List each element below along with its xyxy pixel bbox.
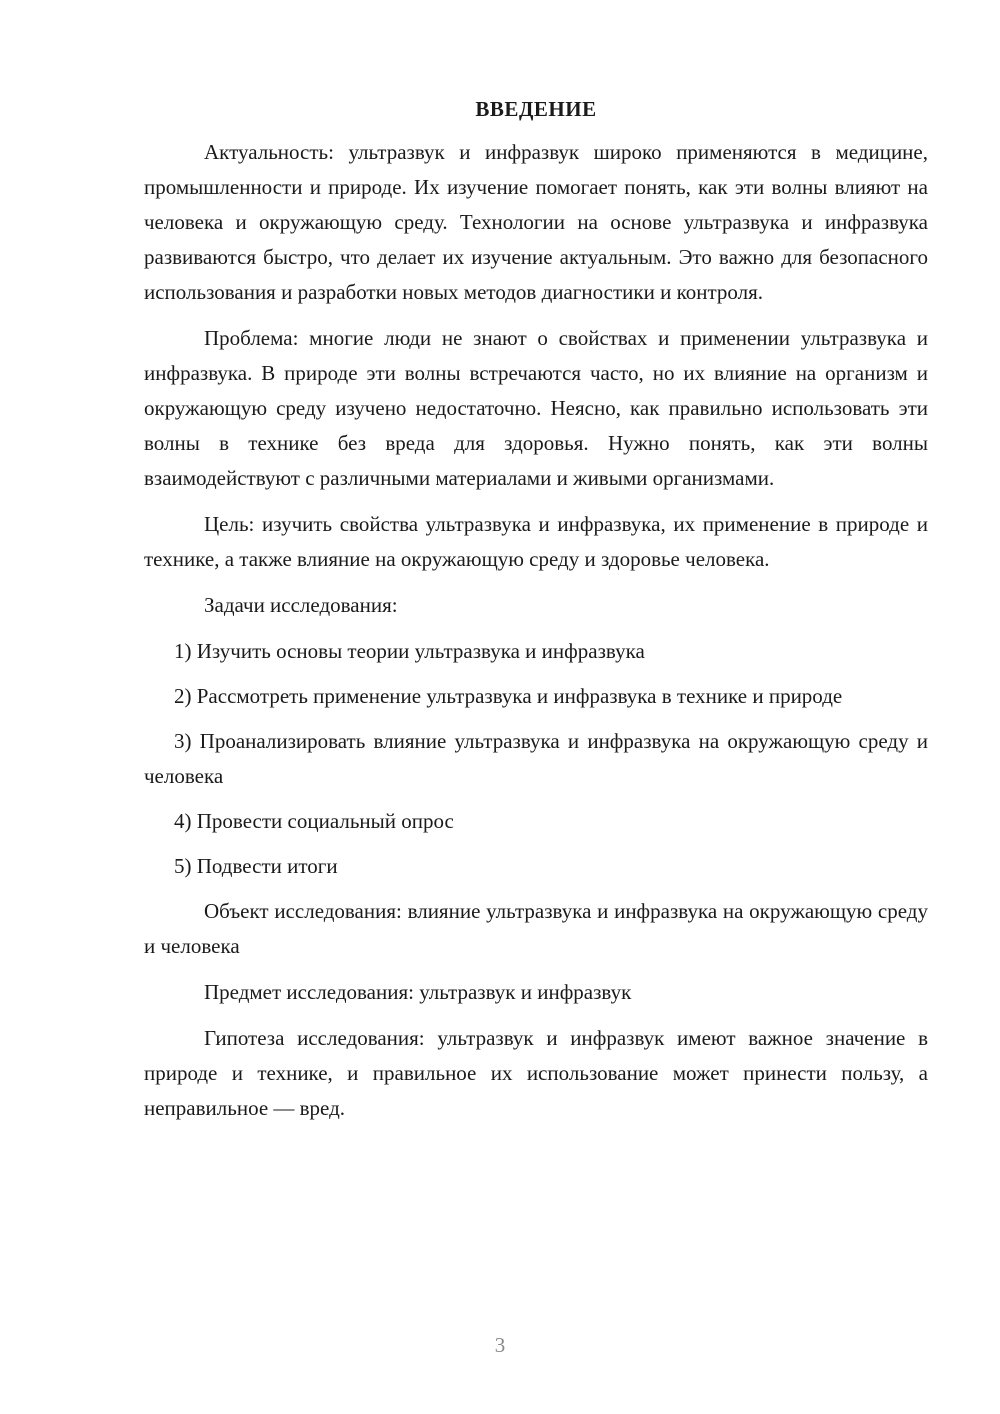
task-item-1: 1) Изучить основы теории ультразвука и инфразвука — [174, 639, 645, 663]
task-item-4: 4) Провести социальный опрос — [174, 809, 454, 833]
paragraph-hypothesis: Гипотеза исследования: ультразвук и инфразвук имеют важное значение в природе и технике, и правильное их использование может принести пользу, а неправильное — вред. — [144, 1026, 928, 1120]
task-item-5: 5) Подвести итоги — [174, 854, 338, 878]
paragraph-problem: Проблема: многие люди не знают о свойствах и применении ультразвука и инфразвука. В природе эти волны встречаются часто, но их влияние на организм и окружающую среду изучено недостаточно. Неясно, как правильно использовать эти волны в технике без вреда для здоровья. Нужно понять, как эти волны взаимодействуют с различными материалами и живыми организмами. — [144, 326, 928, 490]
paragraph-object: Объект исследования: влияние ультразвука и инфразвука на окружающую среду и человека — [144, 899, 928, 958]
paragraph-tasks-heading: Задачи исследования: — [204, 593, 398, 617]
task-item-3: 3) Проанализировать влияние ультразвука и инфразвука на окружающую среду и человека — [144, 729, 928, 788]
page-content — [144, 92, 928, 1137]
paragraph-relevance: Актуальность: ультразвук и инфразвук широко применяются в медицине, промышленности и природе. Их изучение помогает понять, как эти волны влияют на человека и окружающую среду. Технологии на основе ультразвука и инфразвука развиваются быстро, что делает их изучение актуальным. Это важно для безопасного использования и разработки новых методов диагностики и контроля. — [144, 140, 928, 304]
page-number: 3 — [494, 1333, 506, 1357]
task-item-2: 2) Рассмотреть применение ультразвука и инфразвука в технике и природе — [174, 684, 843, 708]
section-title: ВВЕДЕНИЕ — [475, 97, 597, 121]
paragraph-subject: Предмет исследования: ультразвук и инфразвук — [204, 980, 632, 1004]
paragraph-goal: Цель: изучить свойства ультразвука и инфразвука, их применение в природе и технике, а также влияние на окружающую среду и здоровье человека. — [144, 512, 928, 571]
